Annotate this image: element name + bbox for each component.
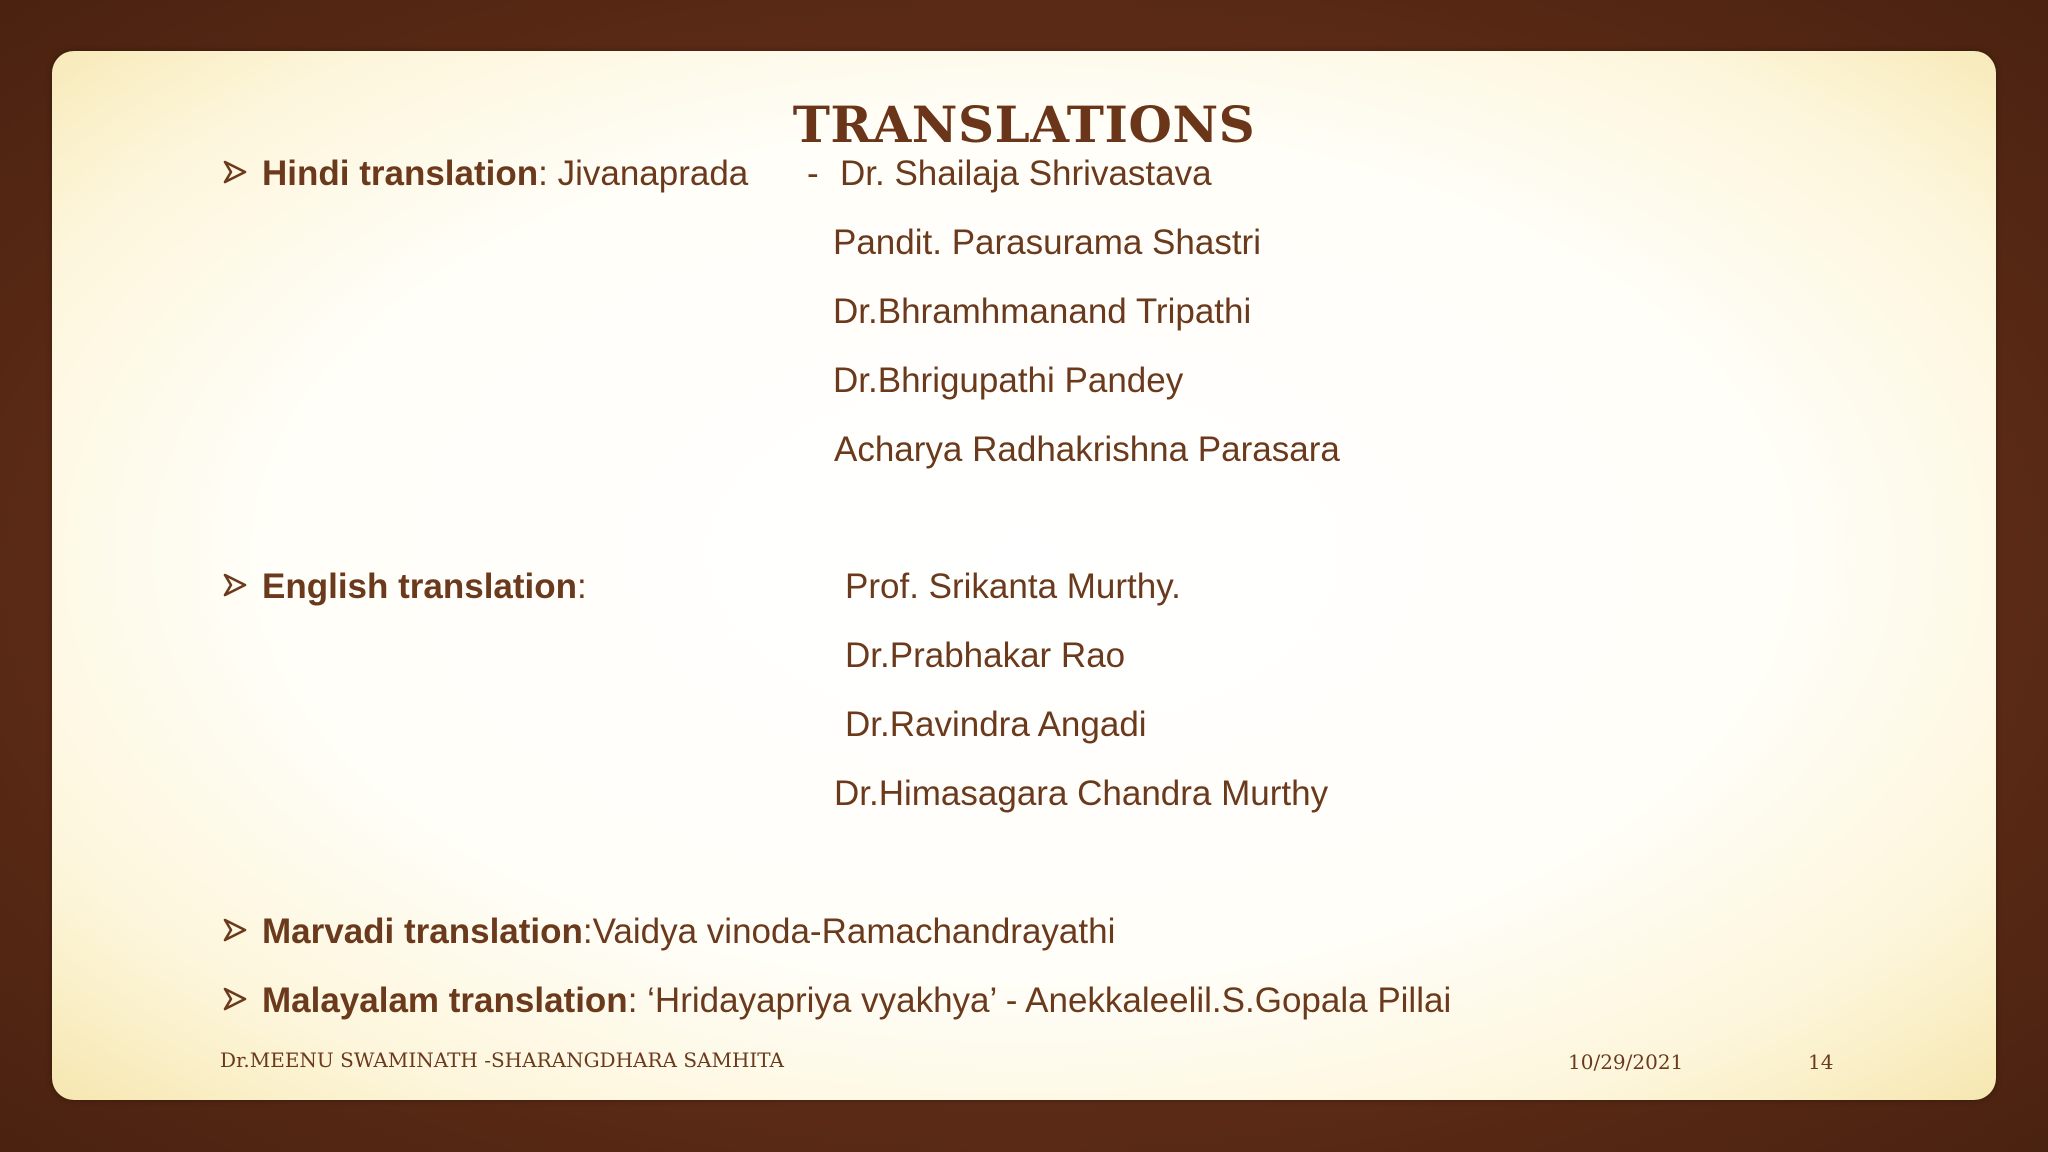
footer-page-number: 14 [1808,1050,1834,1074]
english-translator: Dr.Prabhakar Rao [845,636,1126,675]
malayalam-translation-row [262,983,1451,1018]
english-translation-text: : [577,567,587,606]
hindi-translator: Dr.Bhrigupathi Pandey [833,361,1184,400]
hindi-translator: Acharya Radhakrishna Parasara [834,430,1340,469]
marvadi-translation-row [262,914,1115,949]
slide [52,51,1996,1100]
hindi-translator: Dr.Bhramhmanand Tripathi [833,292,1252,331]
arrowhead-bullet-icon [222,572,248,598]
english-translation-row [262,569,587,604]
hindi-translator: Dr. Shailaja Shrivastava [840,154,1212,193]
english-translator: Prof. Srikanta Murthy. [845,567,1181,606]
slide-title: TRANSLATIONS [792,95,1256,154]
hindi-translation-label: Hindi translation [262,154,539,193]
malayalam-translation-label: Malayalam translation [262,981,628,1020]
footer-author: Dr.MEENU SWAMINATH -SHARANGDHARA SAMHITA [220,1048,784,1072]
english-translator: Dr.Ravindra Angadi [845,705,1147,744]
english-translation-label: English translation [262,567,578,606]
hindi-dash: - [807,154,819,193]
arrowhead-bullet-icon [222,986,248,1012]
english-translator: Dr.Himasagara Chandra Murthy [834,774,1329,813]
malayalam-translation-text: : ‘Hridayapriya vyakhya’ - Anekkaleelil.S.Gopala Pillai [627,981,1452,1020]
marvadi-translation-text: :Vaidya vinoda-Ramachandrayathi [582,912,1116,951]
arrowhead-bullet-icon [222,917,248,943]
hindi-translation-text: : Jivanaprada [538,154,749,193]
arrowhead-bullet-icon [222,159,248,185]
marvadi-translation-label: Marvadi translation [262,912,583,951]
hindi-translator: Pandit. Parasurama Shastri [833,223,1261,262]
footer-date: 10/29/2021 [1568,1050,1684,1074]
hindi-translation-row [262,156,748,191]
